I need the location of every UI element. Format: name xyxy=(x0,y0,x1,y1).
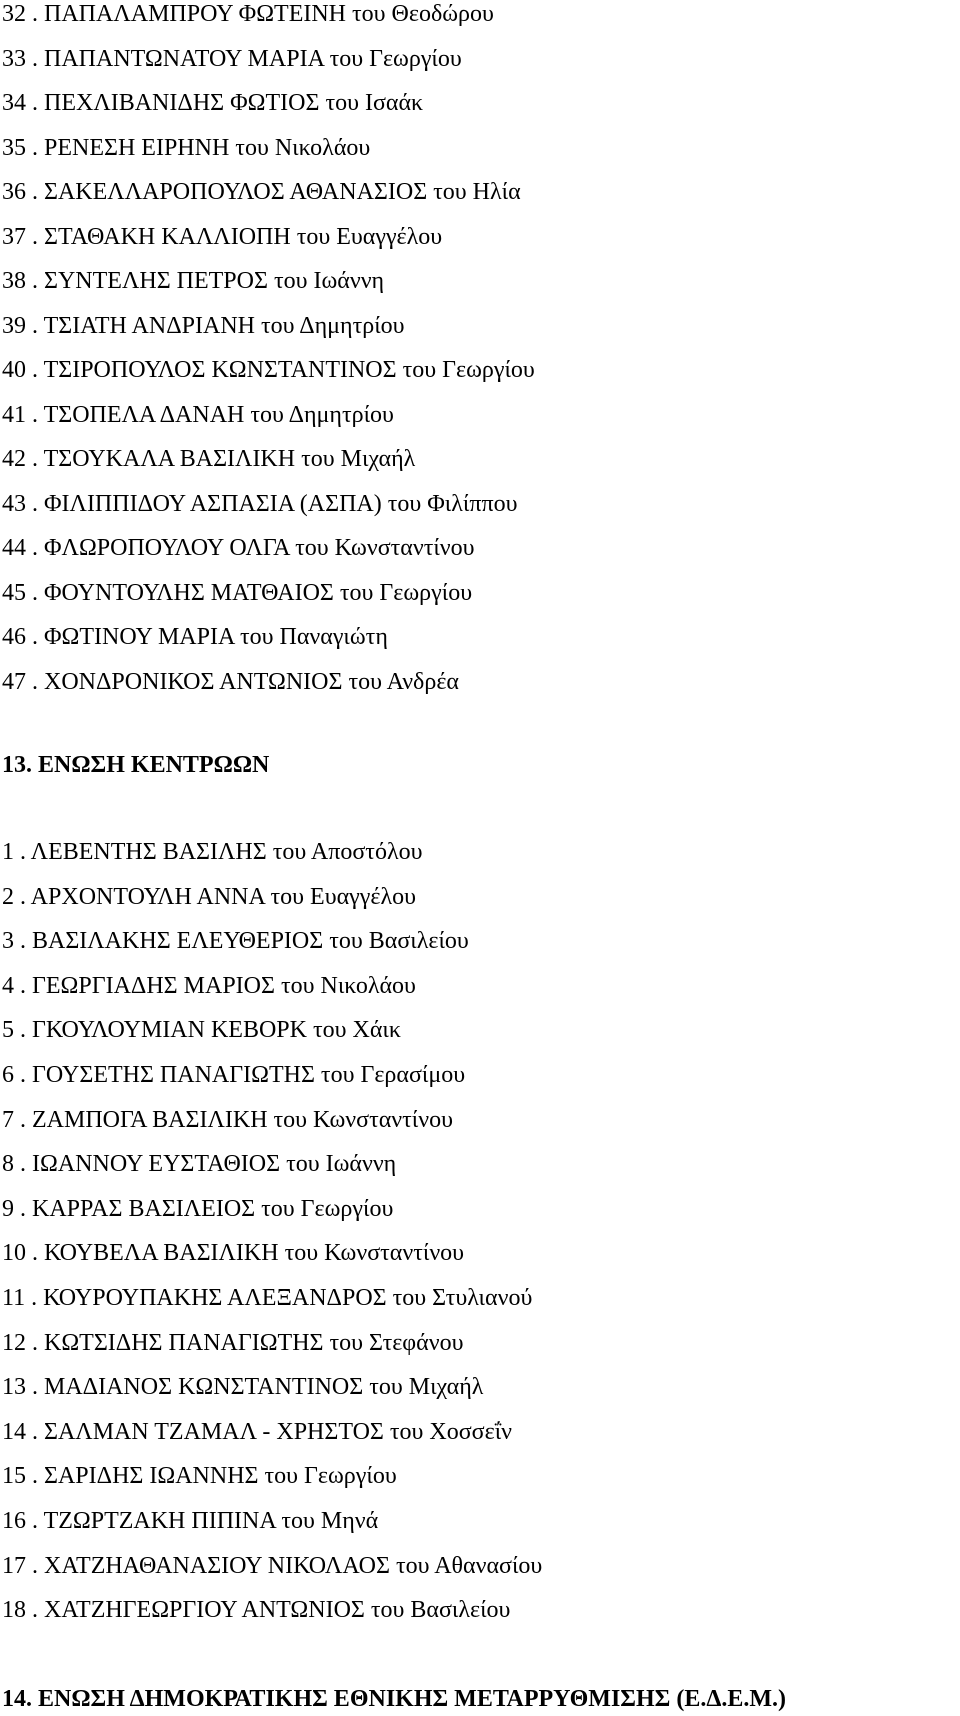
list-item: 3 . ΒΑΣΙΛΑΚΗΣ ΕΛΕΥΘΕΡΙΟΣ του Βασιλείου xyxy=(2,928,469,955)
list-item: 41 . ΤΣΟΠΕΛΑ ΔΑΝΑΗ του Δημητρίου xyxy=(2,401,394,428)
list-item: 33 . ΠΑΠΑΝΤΩΝΑΤΟΥ ΜΑΡΙΑ του Γεωργίου xyxy=(2,45,462,72)
list-item: 8 . ΙΩΑΝΝΟΥ ΕΥΣΤΑΘΙΟΣ του Ιωάννη xyxy=(2,1151,397,1178)
list-item: 44 . ΦΛΩΡΟΠΟΥΛΟΥ ΟΛΓΑ του Κωνσταντίνου xyxy=(2,535,475,561)
candidate-list-section-12 xyxy=(2,0,535,704)
list-item: 40 . ΤΣΙΡΟΠΟΥΛΟΣ ΚΩΝΣΤΑΝΤΙΝΟΣ του Γεωργίου xyxy=(2,357,535,383)
list-item: 35 . ΡΕΝΕΣΗ ΕΙΡΗΝΗ του Νικολάου xyxy=(2,134,371,161)
list-item: 5 . ΓΚΟΥΛΟΥΜΙΑΝ ΚΕΒΟΡΚ του Χάικ xyxy=(2,1017,401,1044)
list-item: 16 . ΤΖΩΡΤΖΑΚΗ ΠΙΠΙΝΑ του Μηνά xyxy=(2,1507,379,1534)
list-item: 18 . ΧΑΤΖΗΓΕΩΡΓΙΟΥ ΑΝΤΩΝΙΟΣ του Βασιλείου xyxy=(2,1597,511,1624)
list-item: 46 . ΦΩΤΙΝΟΥ ΜΑΡΙΑ του Παναγιώτη xyxy=(2,624,388,650)
list-item: 1 . ΛΕΒΕΝΤΗΣ ΒΑΣΙΛΗΣ του Αποστόλου xyxy=(2,839,423,865)
section-14-heading: 14. ΕΝΩΣΗ ΔΗΜΟΚΡΑΤΙΚΗΣ ΕΘΝΙΚΗΣ ΜΕΤΑΡΡΥΘΜΙΣΗΣ (Ε.Δ.Ε.Μ.) xyxy=(2,1686,787,1712)
list-item: 43 . ΦΙΛΙΠΠΙΔΟΥ ΑΣΠΑΣΙΑ (ΑΣΠΑ) του Φιλίππου xyxy=(2,490,518,517)
list-item: 6 . ΓΟΥΣΕΤΗΣ ΠΑΝΑΓΙΩΤΗΣ του Γερασίμου xyxy=(2,1061,466,1088)
list-item: 39 . ΤΣΙΑΤΗ ΑΝΔΡΙΑΝΗ του Δημητρίου xyxy=(2,312,405,339)
list-item: 11 . ΚΟΥΡΟΥΠΑΚΗΣ ΑΛΕΞΑΝΔΡΟΣ του Στυλιανού xyxy=(2,1284,533,1311)
list-item: 12 . ΚΩΤΣΙΔΗΣ ΠΑΝΑΓΙΩΤΗΣ του Στεφάνου xyxy=(2,1329,464,1356)
list-item: 7 . ΖΑΜΠΟΓΑ ΒΑΣΙΛΙΚΗ του Κωνσταντίνου xyxy=(2,1106,453,1133)
list-item: 4 . ΓΕΩΡΓΙΑΔΗΣ ΜΑΡΙΟΣ του Νικολάου xyxy=(2,972,416,999)
list-item: 36 . ΣΑΚΕΛΛΑΡΟΠΟΥΛΟΣ ΑΘΑΝΑΣΙΟΣ του Ηλία xyxy=(2,179,521,205)
list-item: 34 . ΠΕΧΛΙΒΑΝΙΔΗΣ ΦΩΤΙΟΣ του Ισαάκ xyxy=(2,90,424,116)
list-item: 13 . ΜΑΔΙΑΝΟΣ ΚΩΝΣΤΑΝΤΙΝΟΣ του Μιχαήλ xyxy=(2,1374,484,1401)
list-item: 9 . ΚΑΡΡΑΣ ΒΑΣΙΛΕΙΟΣ του Γεωργίου xyxy=(2,1195,394,1222)
list-item: 14 . ΣΑΛΜΑΝ ΤΖΑΜΑΛ - ΧΡΗΣΤΟΣ του Χοσσεΐν xyxy=(2,1418,512,1445)
list-item: 45 . ΦΟΥΝΤΟΥΛΗΣ ΜΑΤΘΑΙΟΣ του Γεωργίου xyxy=(2,579,473,606)
list-item: 10 . ΚΟΥΒΕΛΑ ΒΑΣΙΛΙΚΗ του Κωνσταντίνου xyxy=(2,1240,465,1267)
list-item: 15 . ΣΑΡΙΔΗΣ ΙΩΑΝΝΗΣ του Γεωργίου xyxy=(2,1463,397,1490)
list-item: 17 . ΧΑΤΖΗΑΘΑΝΑΣΙΟΥ ΝΙΚΟΛΑΟΣ του Αθανασίου xyxy=(2,1552,543,1579)
list-item: 38 . ΣΥΝΤΕΛΗΣ ΠΕΤΡΟΣ του Ιωάννη xyxy=(2,268,385,294)
candidate-list-section-13 xyxy=(2,830,542,1633)
list-item: 47 . ΧΟΝΔΡΟΝΙΚΟΣ ΑΝΤΩΝΙΟΣ του Ανδρέα xyxy=(2,668,459,695)
section-13-heading: 13. ΕΝΩΣΗ ΚΕΝΤΡΩΩΝ xyxy=(2,752,270,778)
list-item: 42 . ΤΣΟΥΚΑΛΑ ΒΑΣΙΛΙΚΗ του Μιχαήλ xyxy=(2,446,416,472)
list-item: 32 . ΠΑΠΑΛΑΜΠΡΟΥ ΦΩΤΕΙΝΗ του Θεοδώρου xyxy=(2,1,494,27)
list-item: 37 . ΣΤΑΘΑΚΗ ΚΑΛΛΙΟΠΗ του Ευαγγέλου xyxy=(2,223,443,250)
list-item: 2 . ΑΡΧΟΝΤΟΥΛΗ ΑΝΝΑ του Ευαγγέλου xyxy=(2,883,416,910)
